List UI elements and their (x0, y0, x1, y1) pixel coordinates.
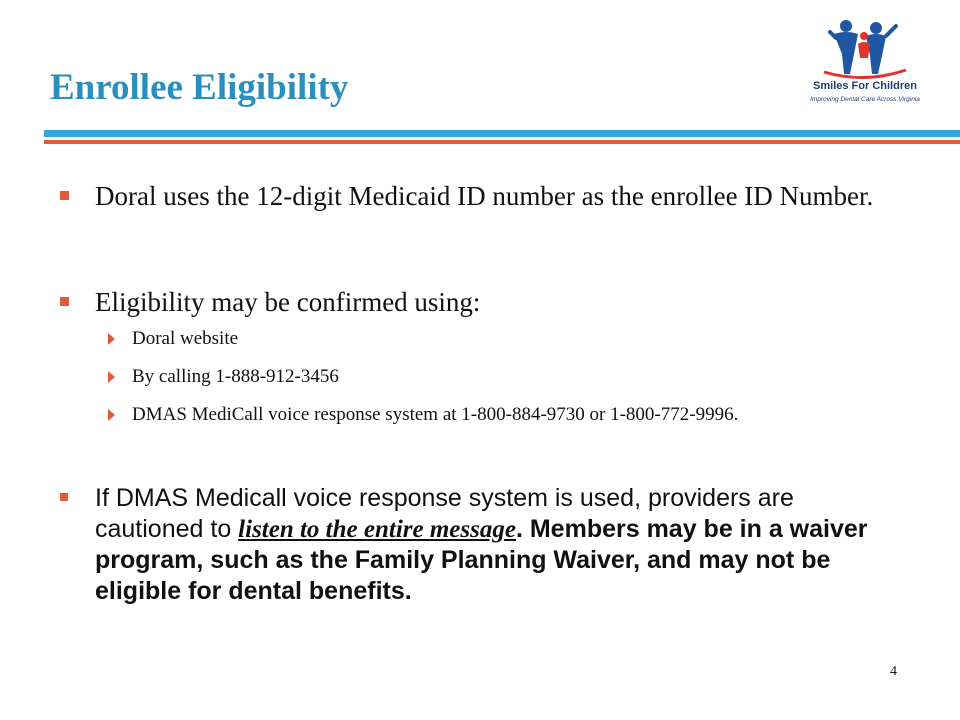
bullet-text: Eligibility may be confirmed using: (95, 287, 481, 317)
bullet-eligibility-confirm (60, 286, 900, 318)
arrow-bullet-icon (108, 371, 115, 383)
logo-tagline: Improving Dental Care Across Virginia (810, 96, 920, 103)
bullet-text (95, 483, 890, 607)
bullet-text: Doral uses the 12-digit Medicaid ID number as the enrollee ID Number. (95, 181, 874, 211)
waiver-warning: Members may be in a waiver program, such as the Family Planning Waiver, and may not be eligible for dental benefits. (95, 515, 868, 605)
bullet-caution (60, 483, 890, 607)
smiles-for-children-logo (790, 14, 940, 124)
square-bullet-icon (60, 493, 68, 501)
sub-bullet-text: DMAS MediCall voice response system at 1-800-884-9730 or 1-800-772-9996. (132, 404, 739, 425)
sub-bullet-doral-website (108, 328, 908, 350)
square-bullet-icon (60, 297, 69, 306)
caution-emphasis: listen to the entire message (238, 516, 516, 543)
arrow-bullet-icon (108, 409, 115, 421)
title-divider-blue (44, 130, 960, 137)
caution-text: If DMAS Medicall voice response system is used, providers are cautioned to (95, 484, 794, 543)
children-figures-icon (820, 14, 910, 80)
slide-title: Enrollee Eligibility (50, 67, 349, 108)
sub-bullet-phone (108, 366, 908, 388)
bullet-medicaid-id (60, 180, 900, 212)
sub-bullet-text: Doral website (132, 328, 239, 349)
arrow-bullet-icon (108, 333, 115, 345)
page-number: 4 (890, 664, 897, 679)
sub-bullet-text: By calling 1-888-912-3456 (132, 366, 339, 387)
caution-period: . (515, 515, 530, 543)
logo-name: Smiles For Children (813, 80, 917, 92)
sub-bullet-medicall (108, 404, 908, 426)
title-divider-red (44, 140, 960, 144)
square-bullet-icon (60, 191, 69, 200)
